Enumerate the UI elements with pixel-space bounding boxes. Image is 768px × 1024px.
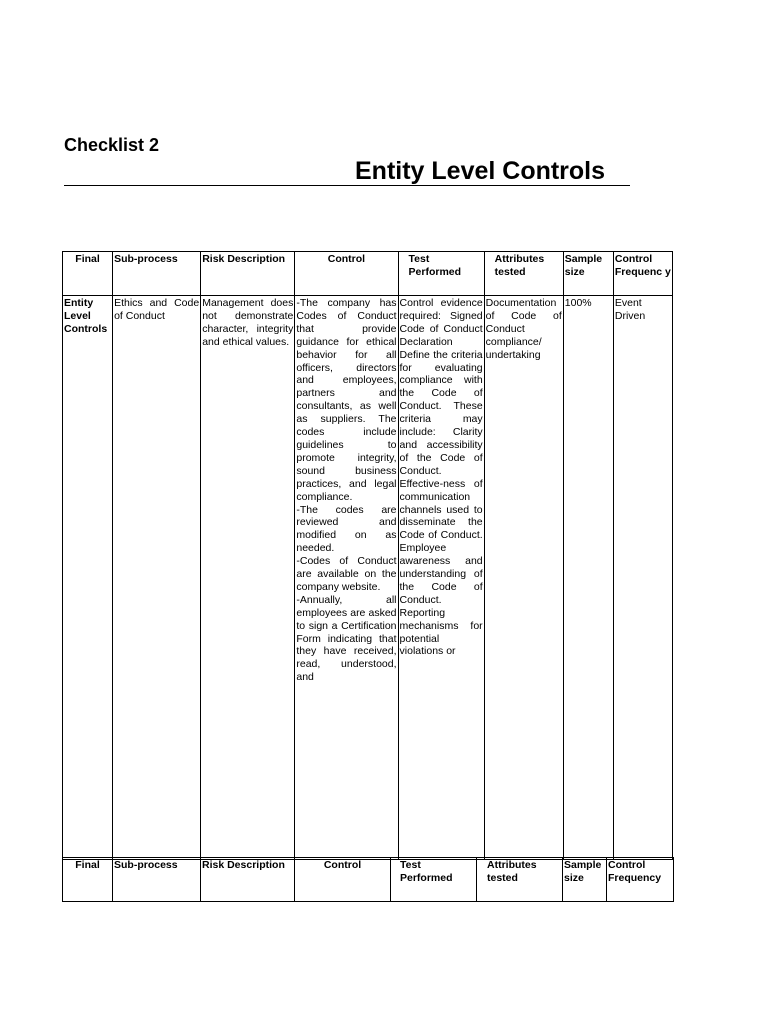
cell-risk-description: Management does not demonstrate character, integrity and ethical values. [201, 296, 295, 860]
cell-control [295, 296, 398, 860]
cell-control-frequency: Event Driven [613, 296, 672, 860]
header-control-frequency: Control Frequenc y [613, 252, 672, 296]
table-header-row [63, 858, 674, 902]
header-final: Final [63, 858, 113, 902]
page-title: Entity Level Controls [355, 157, 606, 185]
header-test-performed: Test Performed [391, 858, 477, 902]
header-risk-description: Risk Description [201, 858, 295, 902]
controls-table-continued [62, 857, 674, 902]
cell-test-performed: Control evidence required: Signed Code of Conduct Declaration Define the criteria for evaluating compliance with the Code of Conduct. These criteria may include: Clarity and accessibility of the Code of Conduct. Effective-ness of communication channels used to disseminate the Code of Conduct. Employee awareness and understanding of the Code of Conduct. Reporting mechanisms for potential violations or [398, 296, 484, 860]
table-header-row [63, 252, 673, 296]
control-item: -The codes are reviewed and modified on as needed. [296, 503, 397, 555]
header-attributes-tested: Attributes tested [477, 858, 563, 902]
header-test-performed: Test Performed [398, 252, 484, 296]
header-sub-process: Sub-process [113, 858, 201, 902]
header-control-frequency: Control Frequency [607, 858, 674, 902]
header-risk-description: Risk Description [201, 252, 295, 296]
header-control: Control [295, 858, 391, 902]
header-sample-size: Sample size [563, 858, 607, 902]
checklist-label: Checklist 2 [64, 135, 160, 155]
cell-sample-size: 100% [563, 296, 613, 860]
control-item: -Annually, all employees are asked to sign a Certification Form indicating that they have received, read, understood, and [296, 593, 397, 684]
header-attributes-tested: Attributes tested [484, 252, 563, 296]
title-rule [64, 185, 630, 186]
header-final: Final [63, 252, 113, 296]
control-item: -The company has Codes of Conduct that provide guidance for ethical behavior for all officers, directors and employees, partners and consultants, as well as suppliers. The codes include guidelines to promote integrity, sound business practices, and legal compliance. [296, 297, 397, 503]
header-control: Control [295, 252, 398, 296]
controls-table [62, 251, 673, 860]
header-sub-process: Sub-process [113, 252, 201, 296]
cell-attributes-tested: Documentation of Code of Conduct compliance/ undertaking [484, 296, 563, 860]
header-sample-size: Sample size [563, 252, 613, 296]
control-item: -Codes of Conduct are available on the company website. [296, 555, 397, 593]
cell-final: Entity Level Controls [63, 296, 113, 860]
cell-sub-process: Ethics and Code of Conduct [113, 296, 201, 860]
table-row [63, 296, 673, 860]
